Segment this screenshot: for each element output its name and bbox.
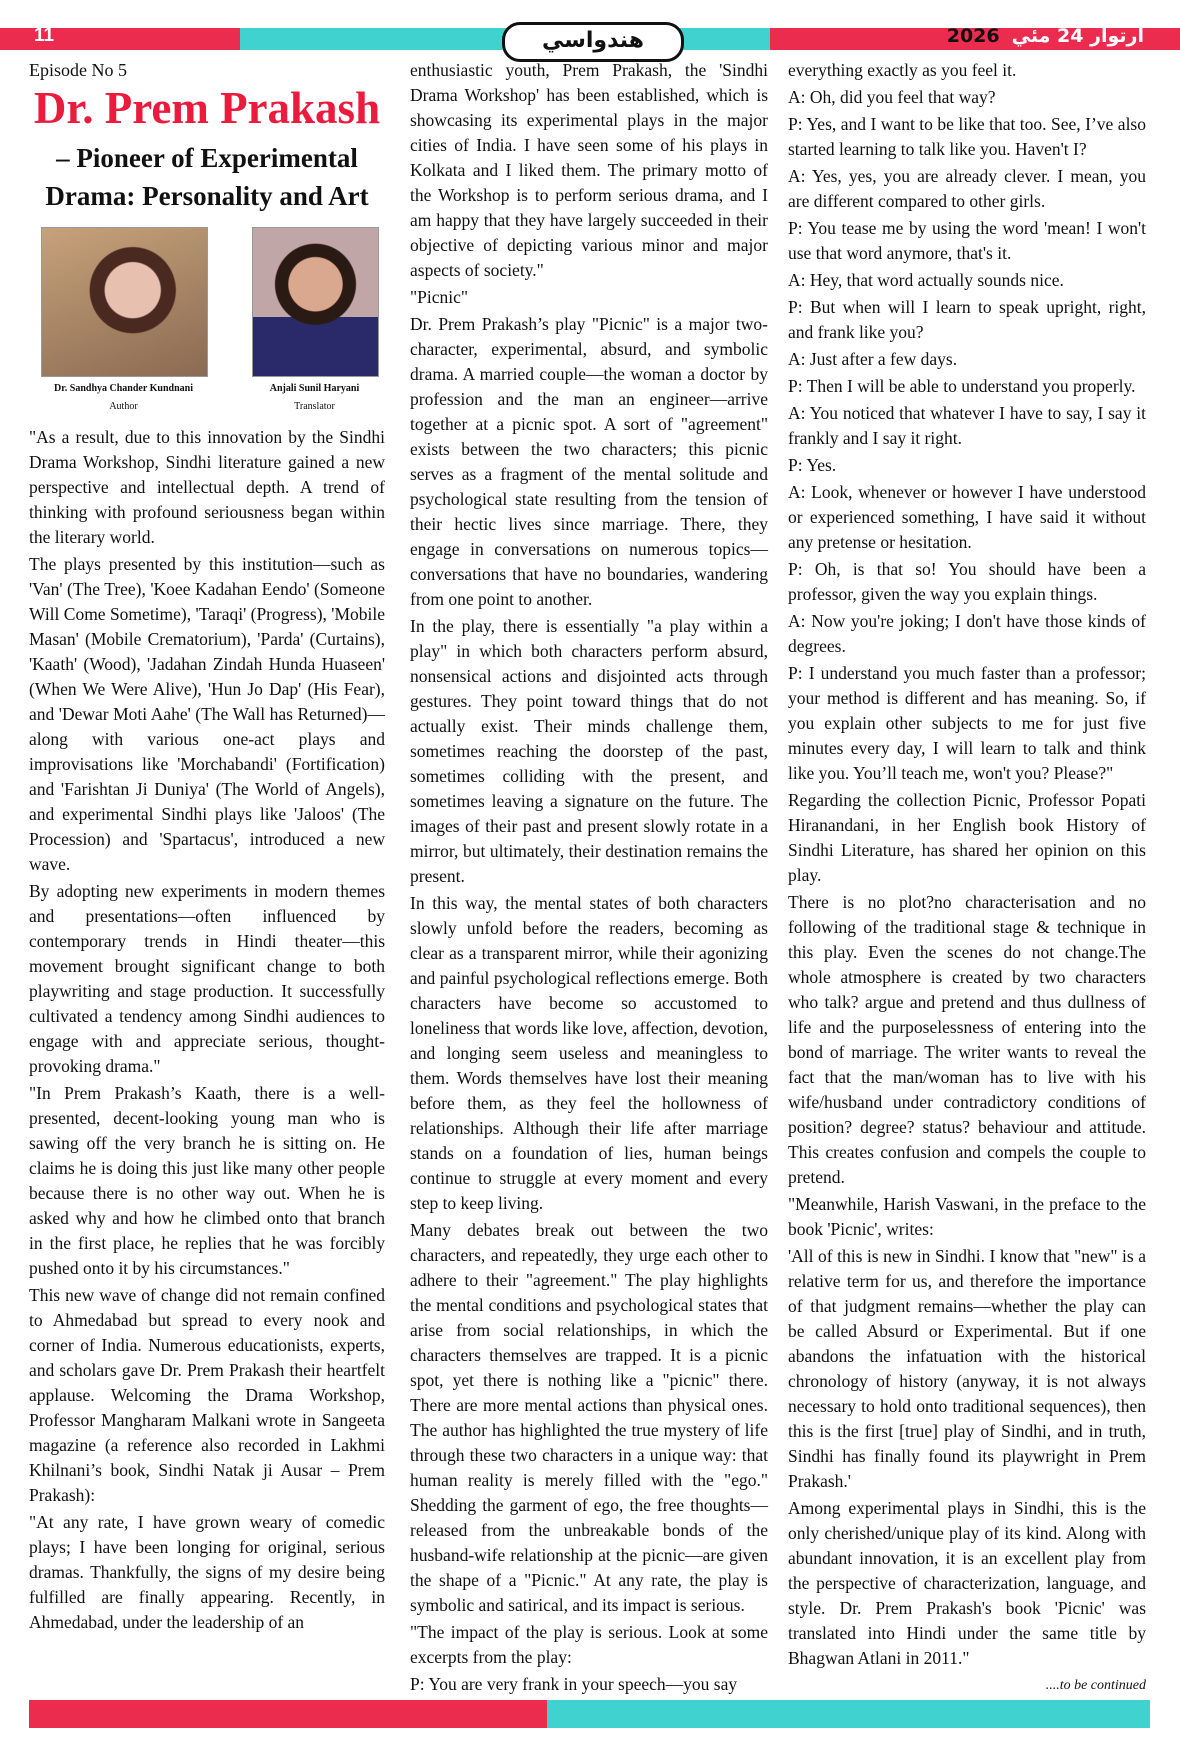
author-name: Dr. Sandhya Chander Kundnani [54, 383, 193, 394]
dialogue-line: P: But when will I learn to speak upright, right, and frank like you? [788, 297, 1146, 342]
dialogue-line: P: Then I will be able to understand you properly. [788, 376, 1136, 396]
dialogue-line: P: Oh, is that so! You should have been a professor, given the way you explain things. [788, 559, 1146, 604]
dateline [947, 25, 1144, 47]
dialogue-line: A: Yes, yes, you are already clever. I mean, you are different compared to other girls. [788, 166, 1146, 211]
paragraph: "At any rate, I have grown weary of comedic plays; I have been longing for original, serious dramas. Thankfully, the signs of my desire being fulfilled are finally appearing. Recently, in Ahmedabad, under the leadership of an [29, 1512, 385, 1632]
date-label: آرتوار 24 مئي [1011, 25, 1144, 47]
paragraph: "The impact of the play is serious. Look at some excerpts from the play: [410, 1622, 768, 1667]
dialogue-line: P: I understand you much faster than a professor; your method is different and has meaning. So, if you explain other subjects to me for just five minutes every day, I will learn to talk and think like you. You’ll teach me, won't you? Please?" [788, 663, 1146, 783]
paragraph: There is no plot?no characterisation and no following of the traditional stage & technique in this play. Even the scenes do not change.The whole atmosphere is created by two characters who talk? argue and pretend and thus dullness of life and the purposelessness of entering into the bond of marriage. The writer wants to reveal the fact that the man/woman has to live with his wife/husband under contradictory conditions of position? degree? status? behaviour and attitude. This creates confusion and compels the couple to pretend. [788, 892, 1146, 1187]
section-heading: "Picnic" [410, 287, 469, 307]
dialogue-line: A: You noticed that whatever I have to say, I say it frankly and I say it right. [788, 403, 1146, 448]
paragraph: Dr. Prem Prakash’s play "Picnic" is a major two-character, experimental, absurd, and symbolic drama. A married couple—the woman a doctor by profession and the man an engineer—arrive together at a picnic spot. A sort of "agreement" exists between the two characters; this picnic serves as a fragment of the mental solitude and psychological state resulting from the tension of their hectic lives since marriage. There, they engage in conversations on numerous topics—conversations that have no boundaries, wandering from one point to another. [410, 314, 768, 609]
paragraph: In this way, the mental states of both characters slowly unfold before the readers, becoming as clear as a transparent mirror, while their agonizing and painful psychological reflections emerge. Both characters have become so accustomed to loneliness that words like love, affection, devotion, and longing seem useless and meaningless to them. Words themselves have lost their meaning before them, as they feel the hollowness of relationships. Although their life after marriage stands on a foundation of lies, human beings continue to struggle at every moment and every step to keep living. [410, 893, 768, 1213]
episode-label: Episode No 5 [29, 60, 127, 80]
article-column-3 [788, 58, 1146, 1698]
dialogue-line: A: Just after a few days. [788, 349, 958, 369]
dialogue-line: everything exactly as you feel it. [788, 60, 1017, 80]
dialogue-line: A: Now you're joking; I don't have those kinds of degrees. [788, 611, 1146, 656]
paragraph: In the play, there is essentially "a play within a play" in which both characters perform absurd, nonsensical actions and disjointed acts through gestures. They point toward things that do not actually exist. Their minds challenge them, sometimes reaching the doorstep of the past, sometimes colliding with the present, and sometimes leaving a signature on the future. The images of their past and present slowly rotate in a mirror, but ultimately, their destination remains the present. [410, 616, 768, 886]
footer-color-bar [29, 1700, 1150, 1728]
translator-name: Anjali Sunil Haryani [269, 383, 360, 394]
paragraph: This new wave of change did not remain confined to Ahmedabad but spread to every nook and corner of India. Numerous educationists, experts, and scholars gave Dr. Prem Prakash their heartfelt applause. Welcoming the Drama Workshop, Professor Mangharam Malkani wrote in Sangeeta magazine (a reference also recorded in Lakhmi Khilnani’s book, Sindhi Natak ji Ausar – Prem Prakash): [29, 1285, 385, 1505]
paragraph: Many debates break out between the two characters, and repeatedly, they urge each other to adhere to their "agreement." The play highlights the mental conditions and psychological states that arise from social relationships, in which the characters themselves are trapped. It is a picnic spot, yet there is nothing like a "picnic" there. There are more mental actions than physical ones. The author has highlighted the true mystery of life through these two characters in a unique way: that human reality is merely filled with the "ego." Shedding the garment of ego, the free thoughts—released from the unbreakable bonds of the husband-wife relationship at the picnic—are given the shape of a "Picnic." At any rate, the play is symbolic and satirical, and its impact is serious. [410, 1220, 768, 1615]
dialogue-line: P: You tease me by using the word 'mean! I won't use that word anymore, that's it. [788, 218, 1146, 263]
paragraph: "In Prem Prakash’s Kaath, there is a well-presented, decent-looking young man who is sawing off the very branch he is sitting on. He claims he is doing this just like many other people because there is no other way out. When he is asked why and how he climbed onto that branch in the first place, he replies that he was forcibly pushed onto it by his circumstances." [29, 1083, 385, 1278]
dialogue-line: A: Look, whenever or however I have understood or experienced something, I have said it without any pretense or hesitation. [788, 482, 1146, 552]
page-number: 11 [34, 25, 55, 46]
dialogue-line: P: Yes, and I want to be like that too. See, I’ve also started learning to talk like you. Haven't I? [788, 114, 1146, 159]
translator-photo-block [252, 227, 377, 419]
dialogue-line: A: Hey, that word actually sounds nice. [788, 270, 1064, 290]
translator-photo [252, 227, 379, 377]
article-title: Dr. Prem Prakash [33, 83, 381, 133]
paragraph: The plays presented by this institution—such as 'Van' (The Tree), 'Koee Kadahan Eendo' (Someone Will Come Sometime), 'Taraqi' (Progress), 'Mobile Masan' (Mobile Crematorium), 'Parda' (Curtains), 'Kaath' (Wood), 'Jadahan Zindah Hunda Huaseen' (When We Were Alive), 'Hun Jo Dap' (His Fear), and 'Dewar Moti Aahe' (The Wall has Returned)—along with various one-act plays and improvisations like 'Morchabandi' (Fortification) and 'Farishtan Ji Duniya' (The World of Angels), and experimental Sindhi plays like 'Jaloos' (The Procession) and 'Spartacus', introduced a new wave. [29, 554, 386, 874]
paragraph: Among experimental plays in Sindhi, this is the only cherished/unique play of its kind. Along with abundant innovation, it is an excellent play from the perspective of characterization, language, and style. Dr. Prem Prakash's book 'Picnic' was translated into Hindi under the same title by Bhagwan Atlani in 2011." [788, 1498, 1146, 1668]
paragraph: "As a result, due to this innovation by the Sindhi Drama Workshop, Sindhi literature gained a new perspective and intellectual depth. A trend of thinking with profound seriousness began within the literary world. [29, 427, 385, 547]
dialogue-line: P: Yes. [788, 455, 837, 475]
paragraph: P: You are very frank in your speech—you say [410, 1674, 738, 1694]
date-year: 2026 [946, 25, 1000, 47]
article-column-1 [29, 58, 385, 1637]
author-role: Author [109, 401, 138, 412]
paragraph: "Meanwhile, Harish Vaswani, in the preface to the book 'Picnic', writes: [788, 1194, 1146, 1239]
paragraph: Regarding the collection Picnic, Professor Popati Hiranandani, in her English book History of Sindhi Literature, has shared her opinion on this play. [788, 790, 1146, 885]
translator-role: Translator [294, 401, 335, 412]
author-photo [41, 227, 208, 377]
article-subtitle: – Pioneer of Experimental Drama: Personality and Art [45, 143, 369, 211]
paragraph: 'All of this is new in Sindhi. I know that "new" is a relative term for us, and therefore the importance of that judgment remains—whether the play can be called Absurd or Experimental. But if one abandons the infatuation with the historical chronology of history (anyway, it is not always necessary to hold onto traditional sequences), then this is the first [true] play of Sindhi, and in truth, Sindhi has finally found its playwright in Prem Prakash.' [788, 1246, 1146, 1491]
dialogue-line: A: Oh, did you feel that way? [788, 87, 996, 107]
article-column-2 [410, 58, 768, 1699]
paragraph: By adopting new experiments in modern themes and presentations—often influenced by contemporary trends in Hindi theater—this movement brought significant change to both playwriting and stage production. It successfully cultivated a tendency among Sindhi audiences to engage with and appreciate serious, thought-provoking drama." [29, 881, 385, 1076]
continued-note: ....to be continued [1045, 1678, 1146, 1693]
paragraph: enthusiastic youth, Prem Prakash, the 'Sindhi Drama Workshop' has been established, which is showcasing its experimental plays in the major cities of India. I have seen some of his plays in Kolkata and I liked them. The primary motto of the Workshop is to perform serious drama, and I am happy that they have largely succeeded in their objective of depicting various minor and major aspects of society." [410, 60, 768, 280]
author-photo-block [41, 227, 206, 419]
contributor-photos [29, 227, 385, 419]
newspaper-masthead: هندواسي [502, 22, 684, 62]
